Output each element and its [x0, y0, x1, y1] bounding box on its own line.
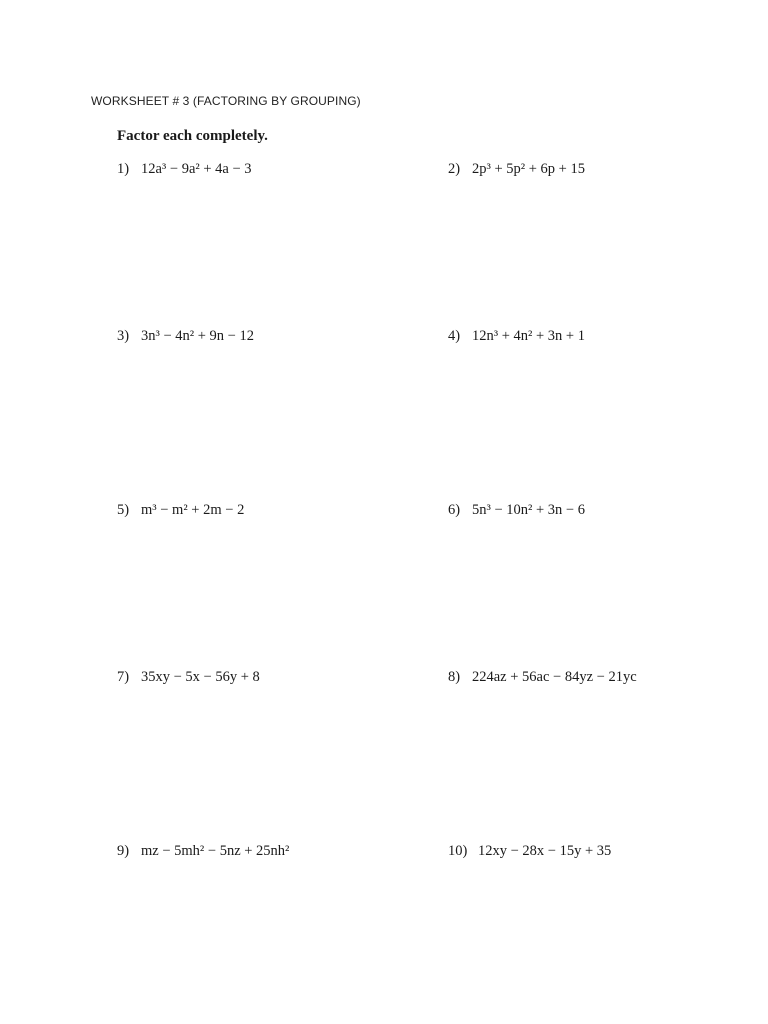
problem-expression: m³ − m² + 2m − 2	[141, 502, 245, 518]
problem-6	[448, 502, 585, 519]
problem-3	[117, 328, 254, 345]
problem-1	[117, 161, 252, 178]
problem-2	[448, 161, 585, 178]
problem-number: 9)	[117, 843, 130, 859]
problem-expression: 12n³ + 4n² + 3n + 1	[472, 328, 585, 344]
problem-number: 10)	[448, 843, 468, 859]
problem-4	[448, 328, 585, 345]
problem-number: 2)	[448, 161, 461, 177]
problem-expression: mz − 5mh² − 5nz + 25nh²	[141, 843, 290, 859]
problem-expression: 12xy − 28x − 15y + 35	[478, 843, 612, 859]
problem-10	[448, 843, 611, 860]
problem-number: 8)	[448, 669, 461, 685]
problem-9	[117, 843, 289, 860]
problem-number: 1)	[117, 161, 130, 177]
problem-expression: 3n³ − 4n² + 9n − 12	[141, 328, 254, 344]
problem-number: 3)	[117, 328, 130, 344]
problem-expression: 12a³ − 9a² + 4a − 3	[141, 161, 252, 177]
instructions-heading: Factor each completely.	[117, 128, 268, 144]
problem-number: 6)	[448, 502, 461, 518]
page-title: WORKSHEET # 3 (FACTORING BY GROUPING)	[91, 94, 361, 108]
problem-expression: 2p³ + 5p² + 6p + 15	[472, 161, 585, 177]
problem-number: 7)	[117, 669, 130, 685]
problem-number: 5)	[117, 502, 130, 518]
problem-number: 4)	[448, 328, 461, 344]
problem-expression: 35xy − 5x − 56y + 8	[141, 669, 260, 685]
problem-expression: 224az + 56ac − 84yz − 21yc	[472, 669, 637, 685]
problem-8	[448, 669, 637, 686]
problem-7	[117, 669, 260, 686]
problem-expression: 5n³ − 10n² + 3n − 6	[472, 502, 585, 518]
problem-5	[117, 502, 244, 519]
